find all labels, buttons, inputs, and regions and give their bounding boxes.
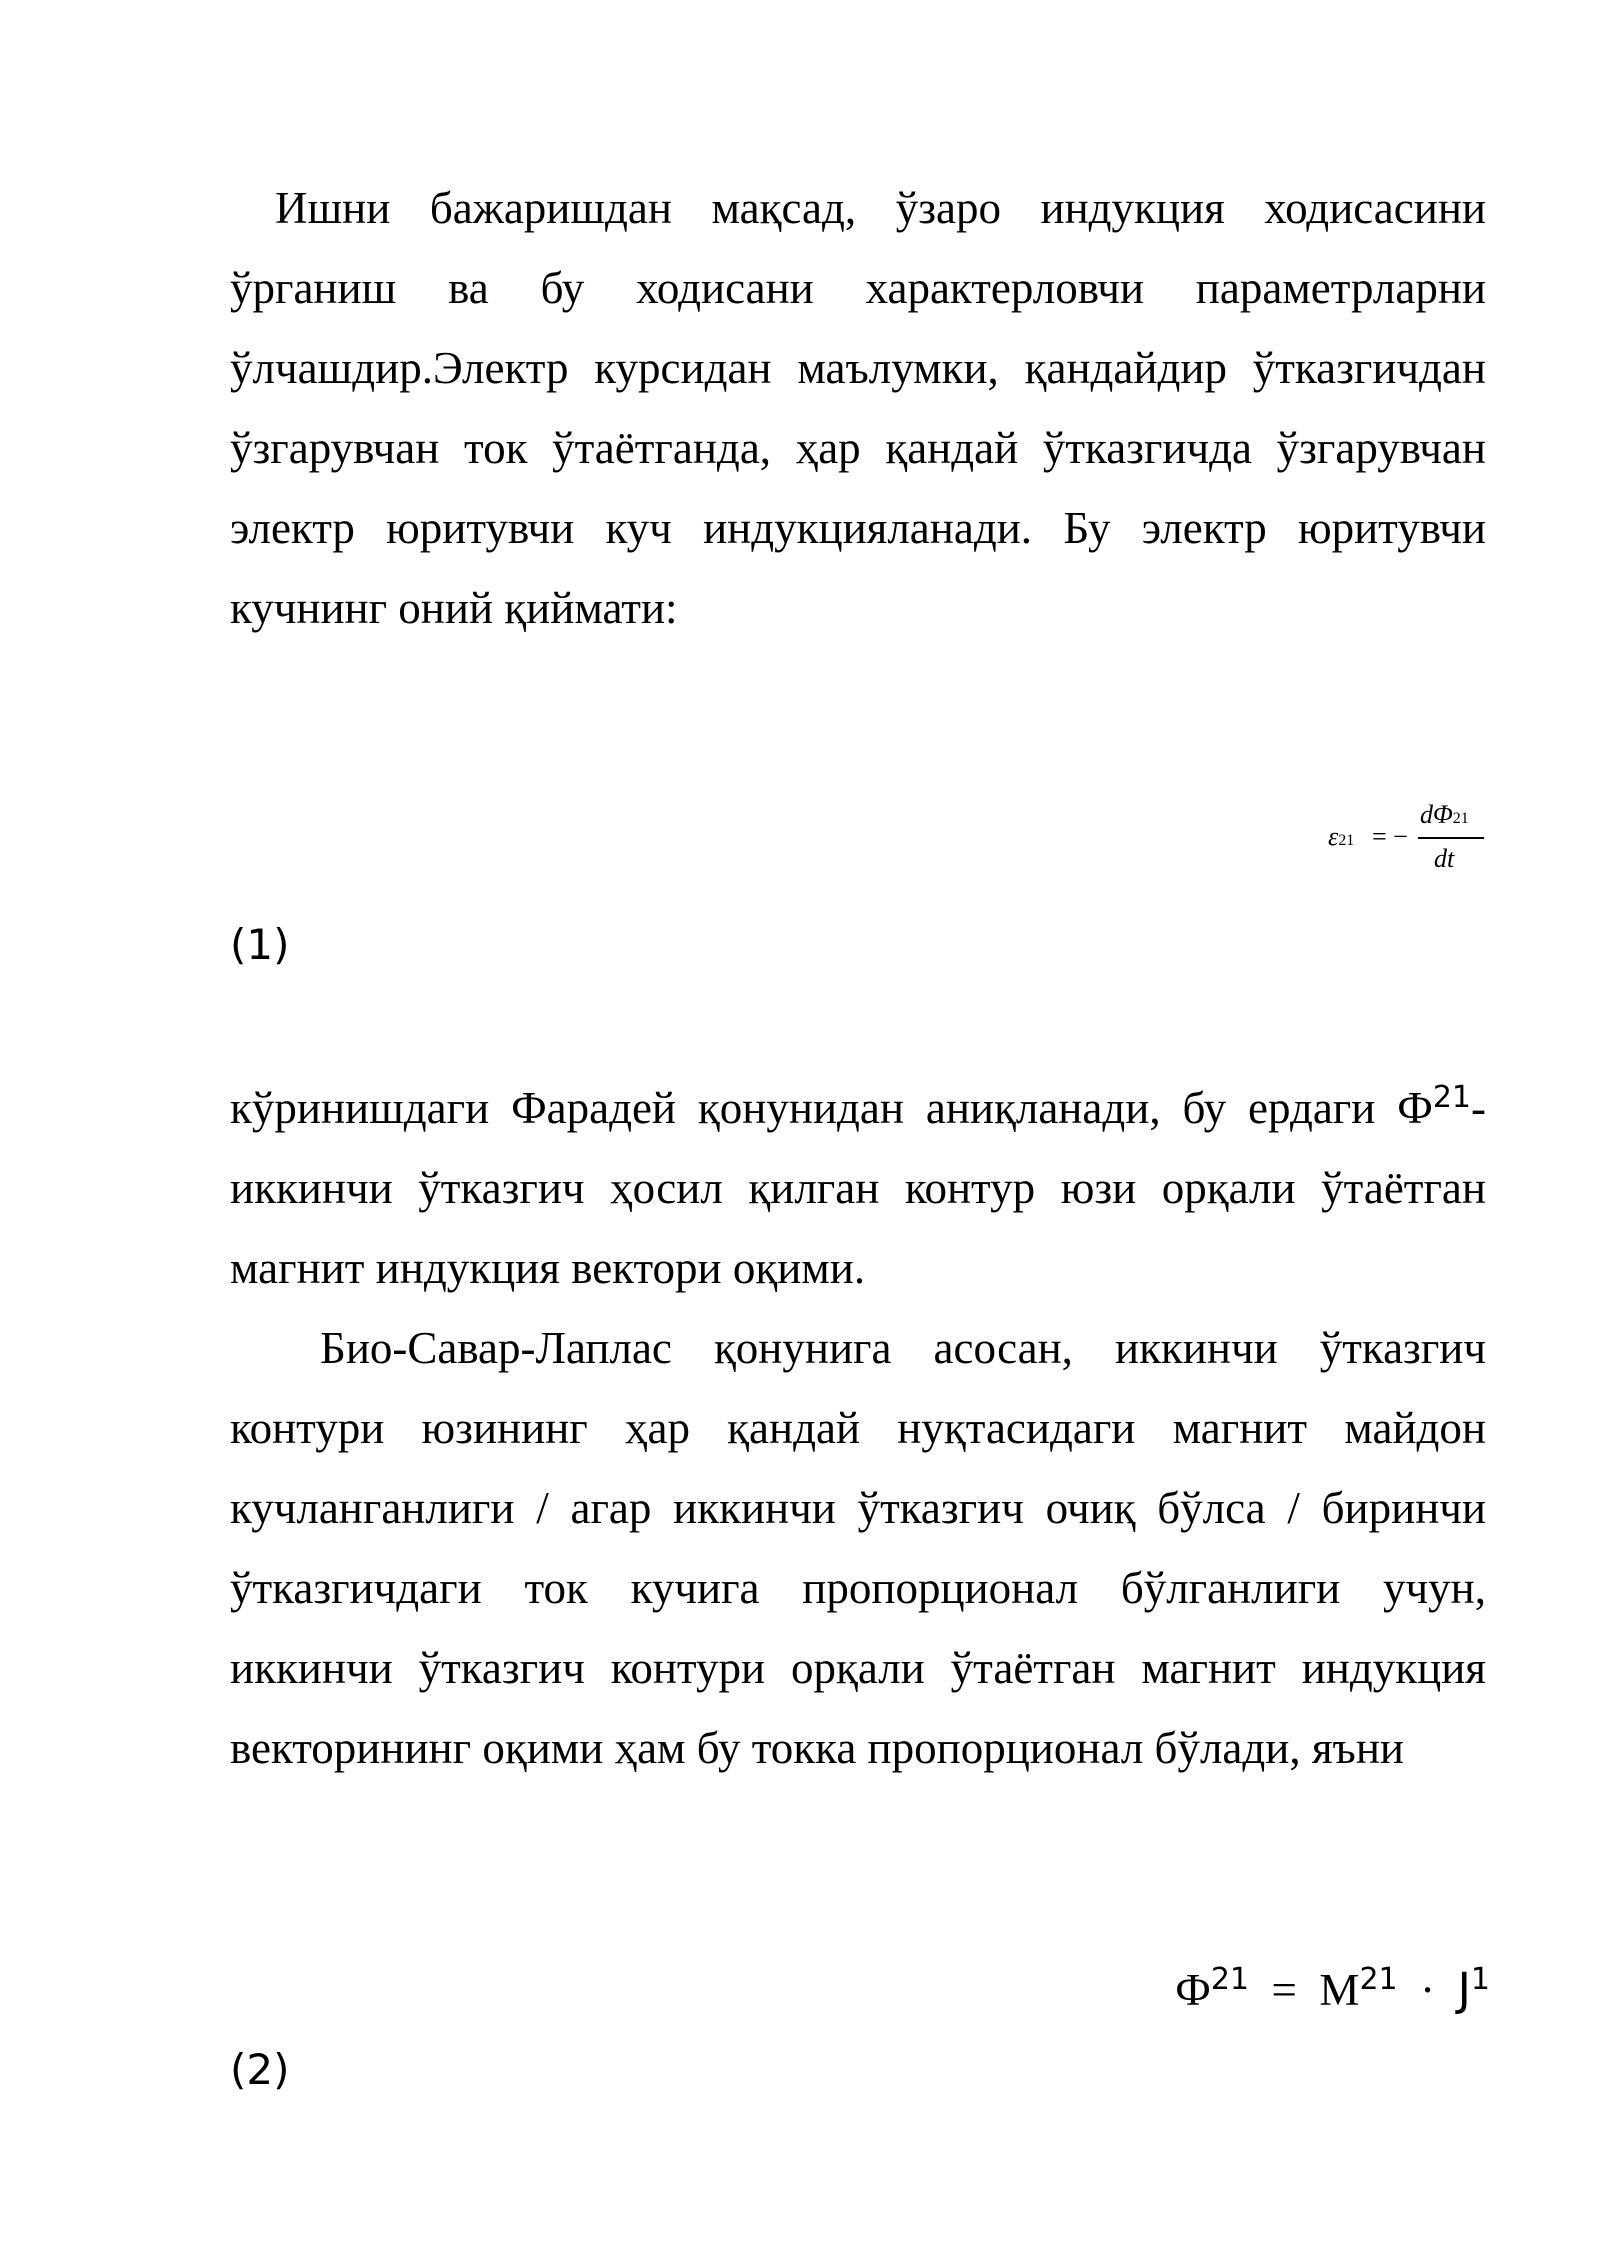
paragraph-biot-savart: Био-Савар-Лаплас қонунига асосан, иккинчи ўтказгич контури юзининг ҳар қандай нуқтасидаги магнит майдон кучланганлиги / агар иккинчи ўтказгич очиқ бўлса / биринчи ўтказгичдаги ток кучига пропорционал бўлганлиги учун, иккинчи ўтказгич контури орқали ўтаётган магнит индукция векторининг оқими ҳам бу токка пропорционал бўлади, яъни <box>230 1323 1486 1773</box>
paragraph-faraday: кўринишдаги Фарадей қонунидан аниқланади, бу ердаги $Ф^{21}$-иккинчи ўтказгич ҳосил қилган контур юзи орқали ўтаётган магнит индукция вектори оқими. <box>230 1080 1486 1293</box>
formula1-fraction-bar <box>1418 837 1484 839</box>
equation-number-1: (1) <box>230 920 290 969</box>
mutual-inductance-formula: $Ф^{21} = М^{21} \cdot J^1$ <box>1175 1962 1490 2016</box>
formula1-numerator: dΦ21 <box>1420 800 1469 829</box>
formula1-lhs: ε21 <box>1328 822 1355 851</box>
formula1-equals: = − <box>1372 822 1408 851</box>
equation-number-2: (2) <box>230 2045 290 2094</box>
formula1-denominator: dt <box>1434 844 1455 873</box>
paragraph-intro: Ишни бажаришдан мақсад, ўзаро индукция ходисасини ўрганиш ва бу ходисани характерловчи параметрларни ўлчашдир.Электр курсидан маълумки, қандайдир ўтказгичдан ўзгарувчан ток ўтаётганда, ҳар қандай ўтказгичда ўзгарувчан электр юритувчи куч индукцияланади. Бу электр юритувчи кучнинг оний қиймати: <box>230 183 1486 633</box>
faraday-formula <box>1322 800 1492 890</box>
